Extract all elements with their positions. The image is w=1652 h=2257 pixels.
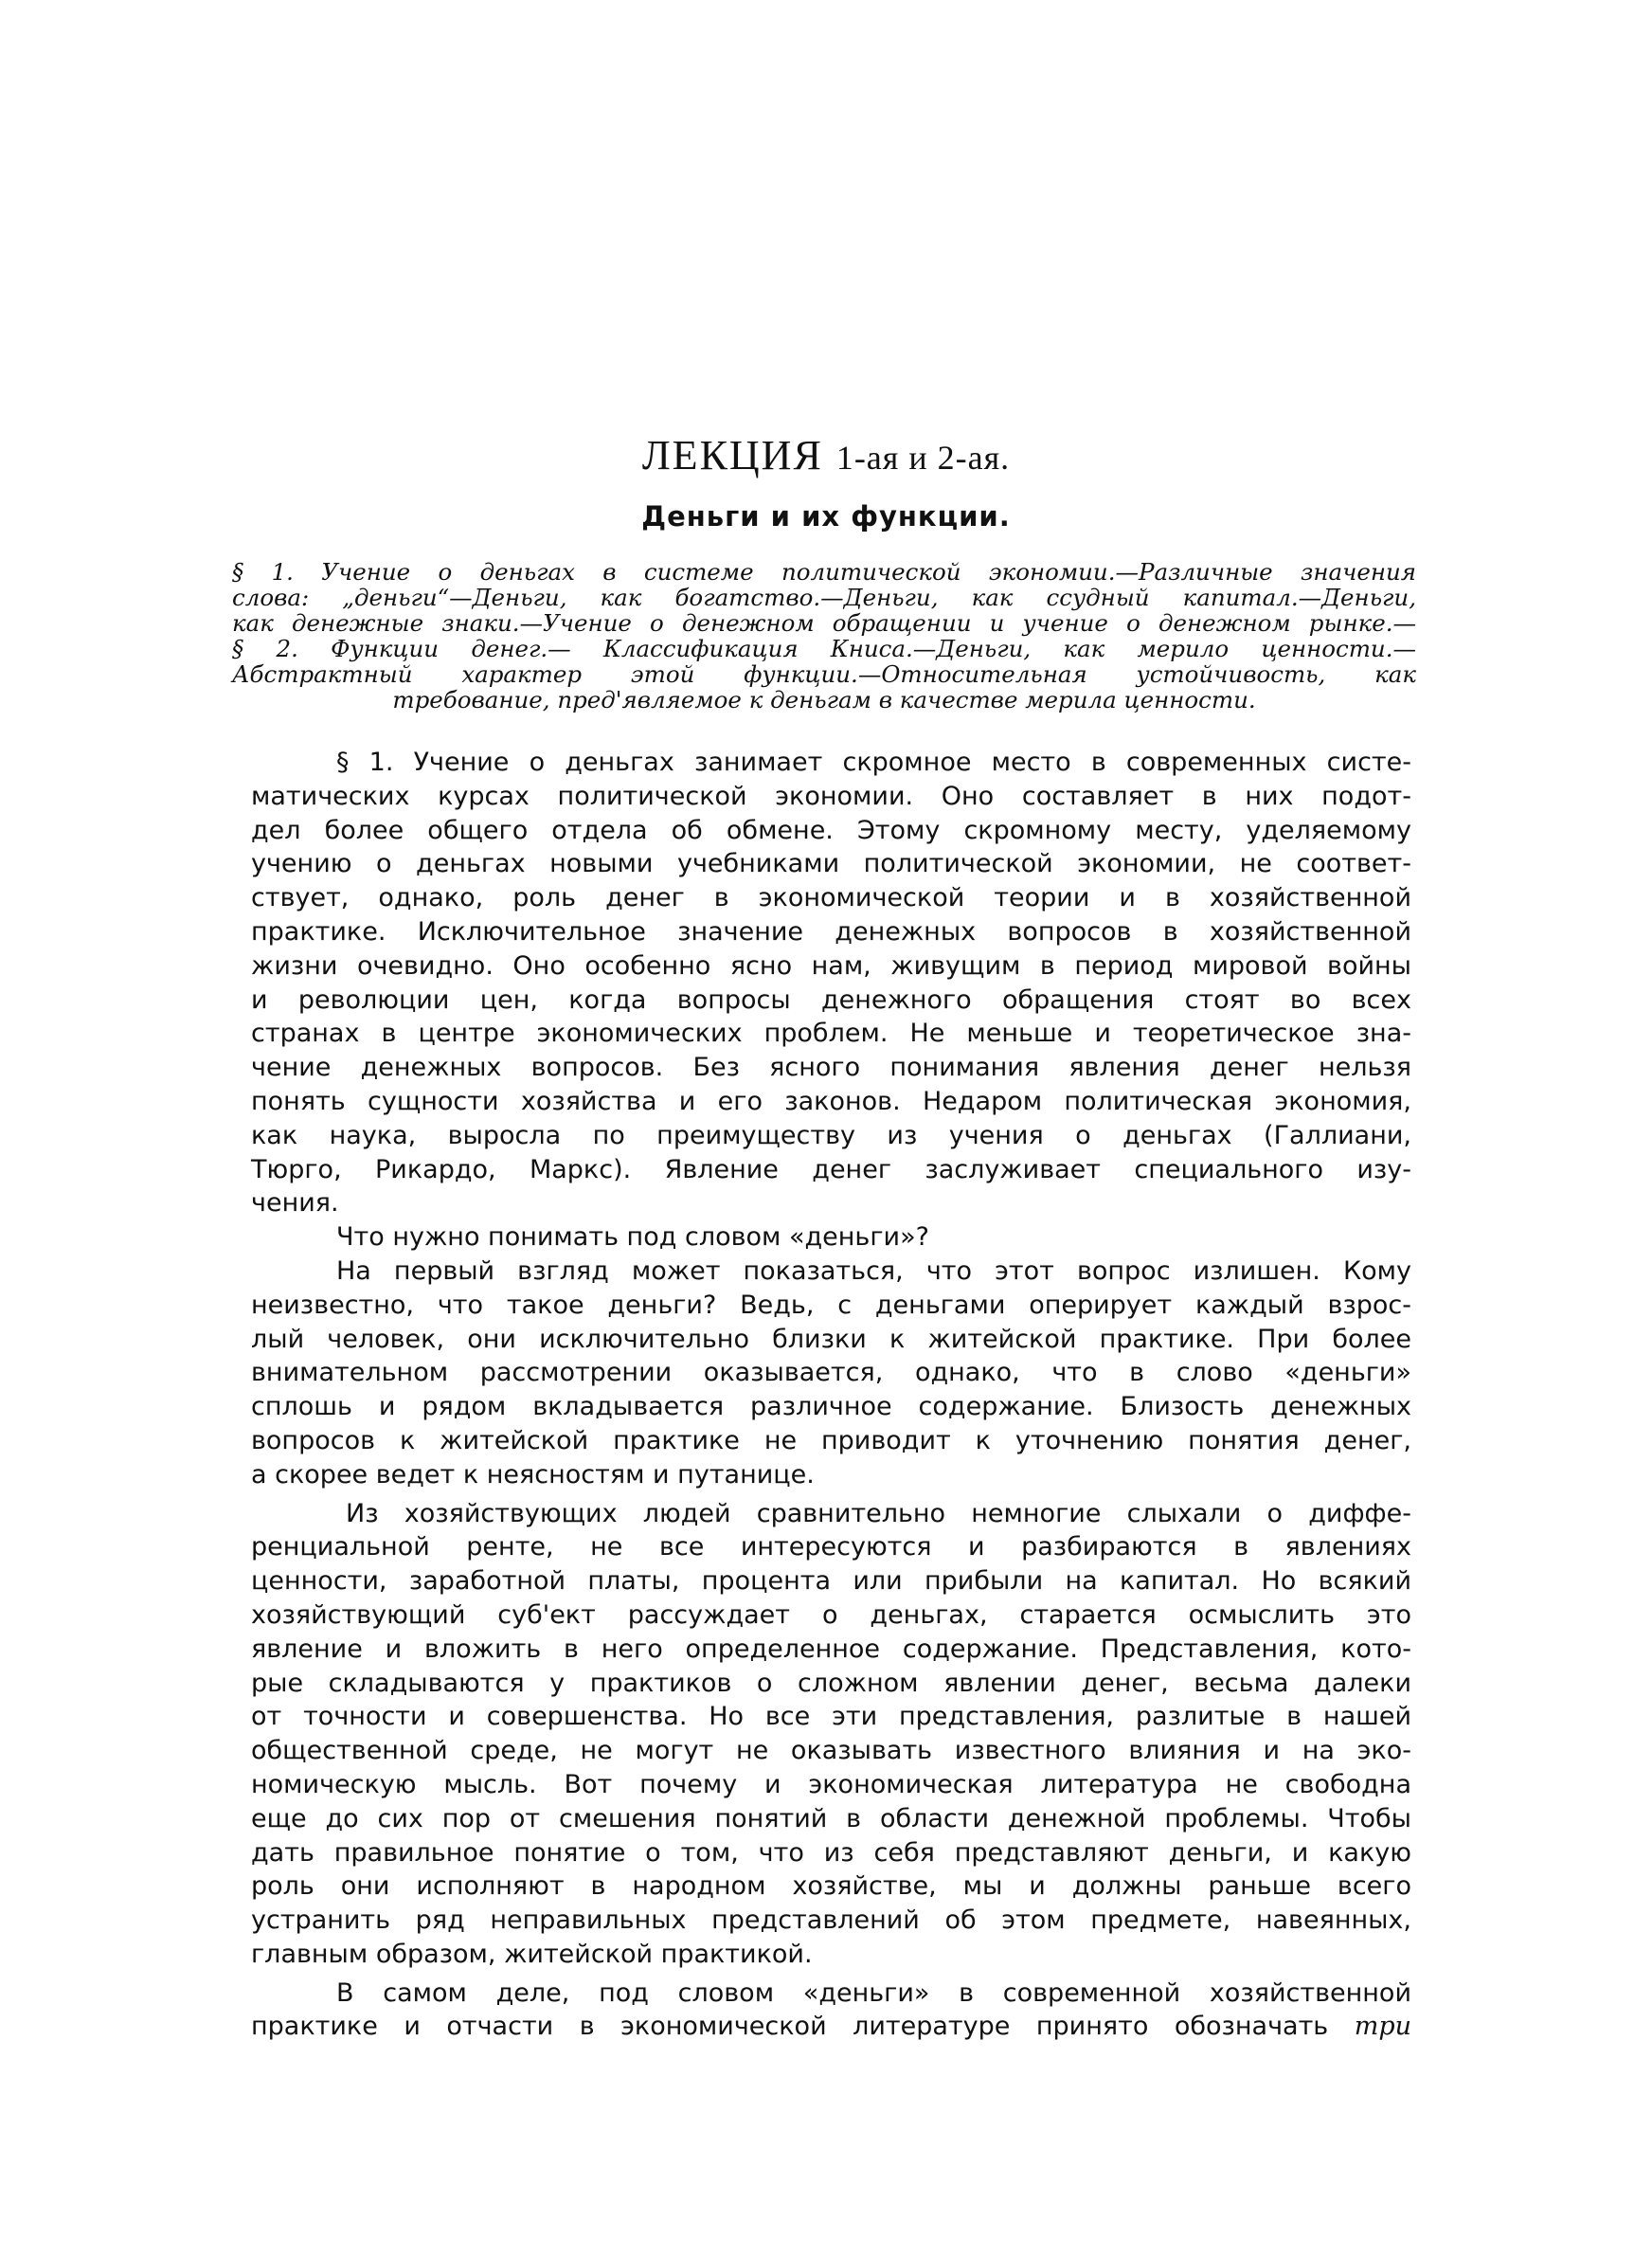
paragraph-line: от точности и совершенства. Но все эти представления, разлитые в нашей <box>251 1702 1411 1732</box>
paragraph-line: вопросов к житейской практике не приводит к уточнению понятия денег, <box>251 1425 1411 1455</box>
paragraph-line: как наука, выросла по преимуществу из учения о деньгах (Галлиани, <box>251 1120 1411 1150</box>
paragraph-line: учению о деньгах новыми учебниками политической экономии, не соответ- <box>251 849 1411 879</box>
synopsis-line: требование, пред'являемое к деньгам в качестве мерила ценности. <box>392 686 1256 713</box>
paragraph-line: неизвестно, что такое деньги? Ведь, с деньгами оперирует каждый взрос- <box>251 1290 1411 1320</box>
paragraph-line: внимательном рассмотрении оказывается, однако, что в слово «деньги» <box>251 1358 1411 1388</box>
paragraph-line: еще до сих пор от смешения понятий в области денежной проблемы. Чтобы <box>251 1803 1411 1833</box>
lecture-numbers: 1-ая и 2-ая. <box>835 439 1011 477</box>
paragraph-line: сплошь и рядом вкладывается различное содержание. Близость денежных <box>251 1392 1411 1422</box>
paragraph-line: странах в центре экономических проблем. Не меньше и теоретическое зна- <box>251 1019 1411 1049</box>
synopsis-line: Абстрактный характер этой функции.—Относительная устойчивость, как <box>232 660 1416 688</box>
body-text <box>251 746 1411 2044</box>
paragraph-line: Что нужно понимать под словом «деньги»? <box>336 1222 929 1253</box>
paragraph-line: ствует, однако, роль денег в экономической теории и в хозяйственной <box>251 883 1411 913</box>
paragraph-line: матических курсах политической экономии. Оно составляет в них подот- <box>251 781 1411 811</box>
paragraph-line: явление и вложить в него определенное содержание. Представления, кото- <box>251 1634 1411 1664</box>
paragraph-line: практике. Исключительное значение денежных вопросов в хозяйственной <box>251 916 1411 947</box>
paragraph-line: Из хозяйствующих людей сравнительно немногие слыхали о диффе- <box>346 1498 1411 1528</box>
synopsis-line: слова: „деньги“—Деньги, как богатство.—Деньги, как ссудный капитал.—Деньги, <box>232 584 1416 611</box>
lecture-word: ЛЕКЦИЯ <box>641 432 823 478</box>
synopsis-line: как денежные знаки.—Учение о денежном обращении и учение о денежном рынке.— <box>232 609 1416 637</box>
paragraph-line: дел более общего отдела об обмене. Этому скромному месту, уделяемому <box>251 815 1411 845</box>
paragraph-line: § 1. Учение о деньгах занимает скромное место в современных систе- <box>336 748 1411 777</box>
paragraph-line: главным образом, житейской практикой. <box>251 1939 813 1969</box>
paragraph-line: рые складываются у практиков о сложном явлении денег, весьма далеки <box>251 1668 1411 1698</box>
paragraph-line: устранить ряд неправильных представлений об этом предмете, навеянных, <box>251 1905 1411 1936</box>
paragraph-line: чение денежных вопросов. Без ясного понимания явления денег нельзя <box>251 1053 1411 1083</box>
chapter-title: Деньги и их функции. <box>641 500 1011 533</box>
paragraph-line: дать правильное понятие о том, что из себя представляют деньги, и какую <box>251 1837 1411 1868</box>
paragraph-line: На первый взгляд может показаться, что этот вопрос излишен. Кому <box>336 1255 1411 1286</box>
paragraph-line: номическую мысль. Вот почему и экономическая литература не свободна <box>251 1769 1411 1799</box>
synopsis-line: § 1. Учение о деньгах в системе политической экономии.—Различные значения <box>232 558 1416 586</box>
paragraph-line: Тюрго, Рикардо, Маркс). Явление денег заслуживает специального изу- <box>251 1154 1411 1184</box>
paragraph-line: хозяйствующий суб'ект рассуждает о деньгах, старается осмыслить это <box>251 1599 1411 1630</box>
paragraph-line: а скорее ведет к неясностям и путанице. <box>251 1459 815 1490</box>
lecture-heading <box>0 431 1652 479</box>
paragraph-line: общественной среде, не могут не оказывать известного влияния и на эко- <box>251 1736 1411 1766</box>
paragraph-last-line <box>251 2010 1411 2044</box>
paragraph-line: роль они исполняют в народном хозяйстве, мы и должны раньше всего <box>251 1871 1411 1902</box>
italic-word: три <box>1354 2012 1412 2042</box>
synopsis-line: § 2. Функции денег.— Классификация Книса.—Деньги, как мерило ценности.— <box>232 635 1416 662</box>
paragraph-line: и революции цен, когда вопросы денежного обращения стоят во всех <box>251 984 1411 1015</box>
paragraph-line: лый человек, они исключительно близки к житейской практике. При более <box>251 1324 1411 1354</box>
paragraph-line-text: практике и отчасти в экономической литературе принято обозначать <box>251 2012 1329 2042</box>
paragraph-line: ценности, заработной платы, процента или прибыли на капитал. Но всякий <box>251 1566 1411 1597</box>
paragraph-line: чения. <box>251 1188 339 1219</box>
paragraph-line: В самом деле, под словом «деньги» в современной хозяйственной <box>336 1977 1411 2008</box>
chapter-synopsis <box>232 559 1416 713</box>
paragraph-line: ренциальной ренте, не все интересуются и разбираются в явлениях <box>251 1532 1411 1562</box>
paragraph-line: жизни очевидно. Оно особенно ясно нам, живущим в период мировой войны <box>251 950 1411 981</box>
paragraph-line: понять сущности хозяйства и его законов. Недаром политическая экономия, <box>251 1086 1411 1116</box>
